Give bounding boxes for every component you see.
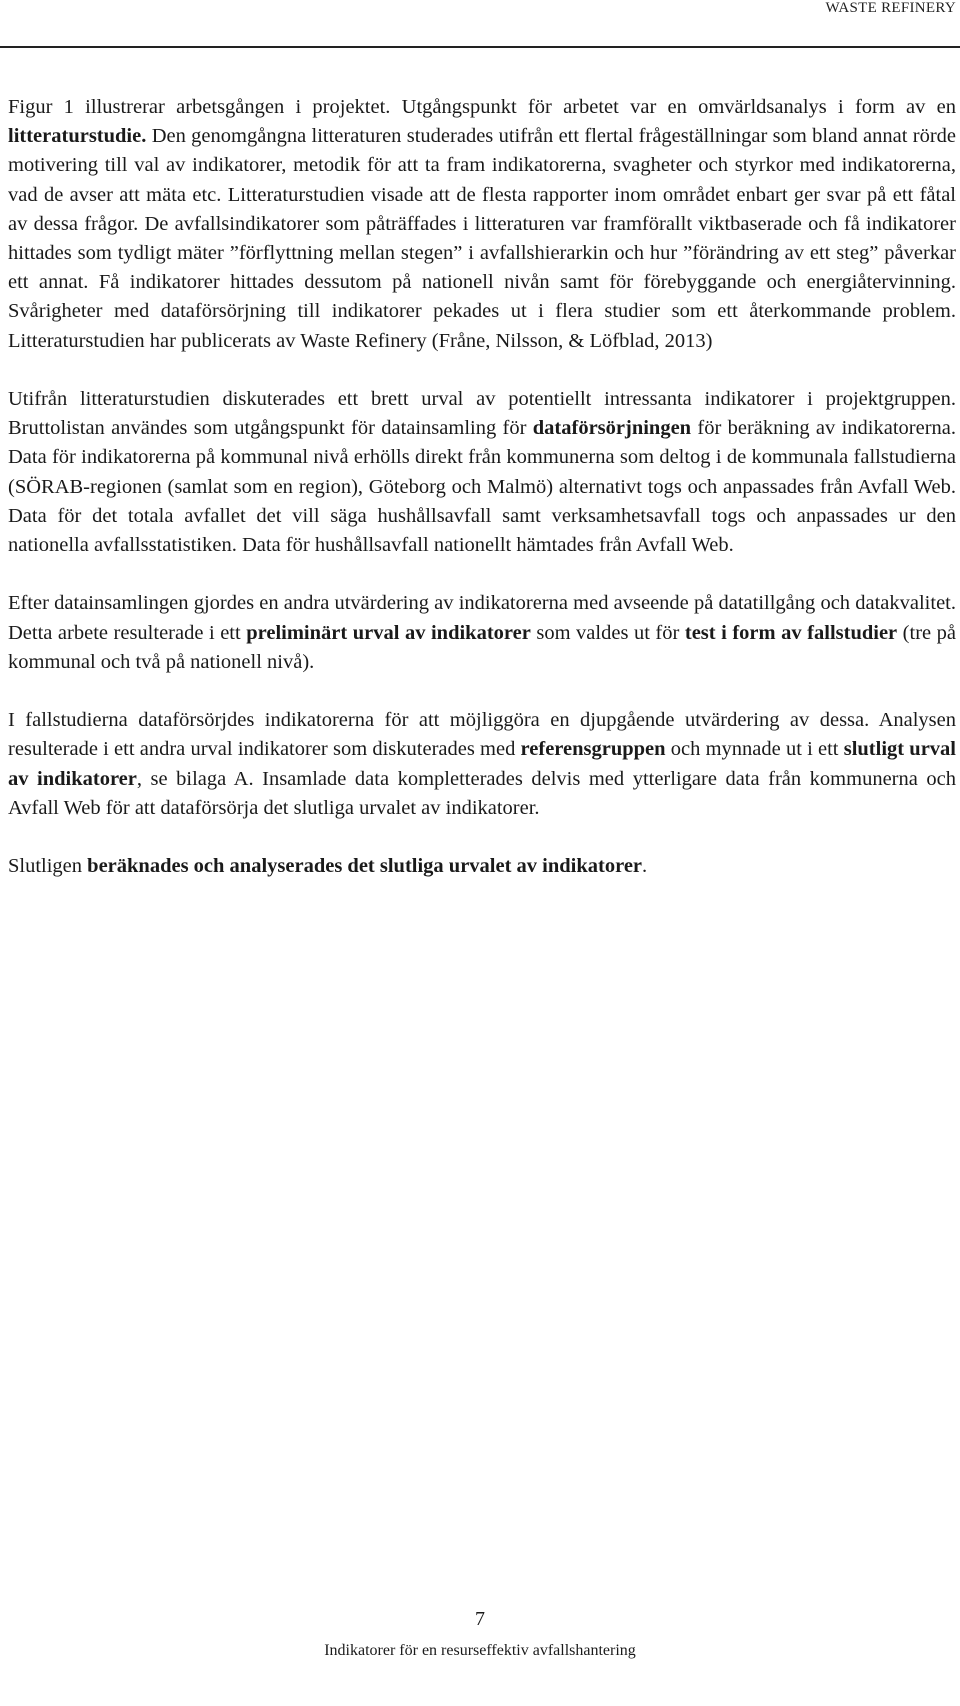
text-run: Figur 1 illustrerar arbetsgången i projektet. Utgångspunkt för arbetet var en omvärldsanalys i form av en xyxy=(8,96,956,118)
bold-term-slutligt-urval: slutligt urval av indikatorer xyxy=(8,738,956,790)
header-divider xyxy=(0,46,960,48)
bold-term-fallstudier: test i form av fallstudier xyxy=(684,621,898,644)
paragraph-literature-study xyxy=(8,93,956,356)
text-run: som valdes ut för xyxy=(530,621,685,644)
text-run: Den genomgångna litteraturen studerades utifrån ett flertal frågeställningar som bland annat rörde motivering till val av indikatorer, metodik för att ta fram indikatorerna, svagheter och styrkor med indikatorerna, vad de avser att mäta etc. Litteraturstudien visade att de flesta rapporter inom området enbart ger svar på ett fåtal av dessa frågor. De avfallsindikatorer som påträffades i litteraturen var framförallt viktbaserade och få indikatorer hittades som tydligt mäter ”förflyttning mellan stegen” i avfallshierarkin och hur ”förändring av ett steg” påverkar ett annat. Få indikatorer hittades dessutom på nationell nivån samt för förebyggande och energiåtervinning. Svårigheter med dataförsörjning till indikatorer pekades ut i flera studier som ett återkommande problem. Litteraturstudien har publicerats av Waste Refinery (Fråne, Nilsson, & Löfblad, 2013) xyxy=(8,125,956,352)
text-run: och mynnade ut i ett xyxy=(665,738,844,761)
paragraph-conclusion xyxy=(8,852,956,881)
running-header: WASTE REFINERY xyxy=(825,0,956,16)
text-run: för beräkning av indikatorerna. Data för indikatorerna på kommunal nivå erhölls direkt från kommunerna som deltog i de kommunala fallstudierna (SÖRAB-regionen (samlat som en region), Göteborg och Malmö) alternativt togs och anpassades från Avfall Web. Data för det totala avfallet det vill säga hushållsavfall samt verksamhetsavfall togs och anpassades ur den nationella avfallsstatistiken. Data för hushållsavfall nationellt hämtades från Avfall Web. xyxy=(8,417,957,557)
bold-term-preliminart-urval: preliminärt urval av indikatorer xyxy=(246,621,531,644)
bold-term-referensgruppen: referensgruppen xyxy=(520,738,666,761)
bold-term-dataforsorjningen: dataförsörjningen xyxy=(532,417,692,440)
text-run: . xyxy=(642,855,648,878)
paragraph-case-studies xyxy=(8,706,956,823)
text-run: Utifrån litteraturstudien diskuterades ett brett urval av potentiellt intressanta indikatorer i projektgruppen. Bruttolistan användes som utgångspunkt för datainsamling för xyxy=(8,388,956,440)
text-run: Slutligen xyxy=(8,855,88,878)
paragraph-data-supply xyxy=(8,385,956,560)
bold-term-litteraturstudie: litteraturstudie. xyxy=(8,125,147,148)
bold-term-beraknades: beräknades och analyserades det slutliga urvalet av indikatorer xyxy=(87,855,643,878)
text-run: I fallstudierna dataförsörjdes indikatorerna för att möjliggöra en djupgående utvärdering av dessa. Analysen resulterade i ett andra urval indikatorer som diskuterades med xyxy=(8,709,956,761)
footer-document-title: Indikatorer för en resurseffektiv avfallshantering xyxy=(324,1642,636,1659)
paragraph-preliminary-selection xyxy=(8,589,956,677)
body-text xyxy=(8,93,956,911)
page-number: 7 xyxy=(475,1608,485,1630)
text-run: , se bilaga A. Insamlade data kompletterades delvis med ytterligare data från kommunerna och Avfall Web för att dataförsörja det slutliga urvalet av indikatorer. xyxy=(8,767,956,819)
text-run: (tre på kommunal och två på nationell nivå). xyxy=(8,621,956,673)
text-run: Efter datainsamlingen gjordes en andra utvärdering av indikatorerna med avseende på datatillgång och datakvalitet. Detta arbete resulterade i ett xyxy=(8,592,956,644)
